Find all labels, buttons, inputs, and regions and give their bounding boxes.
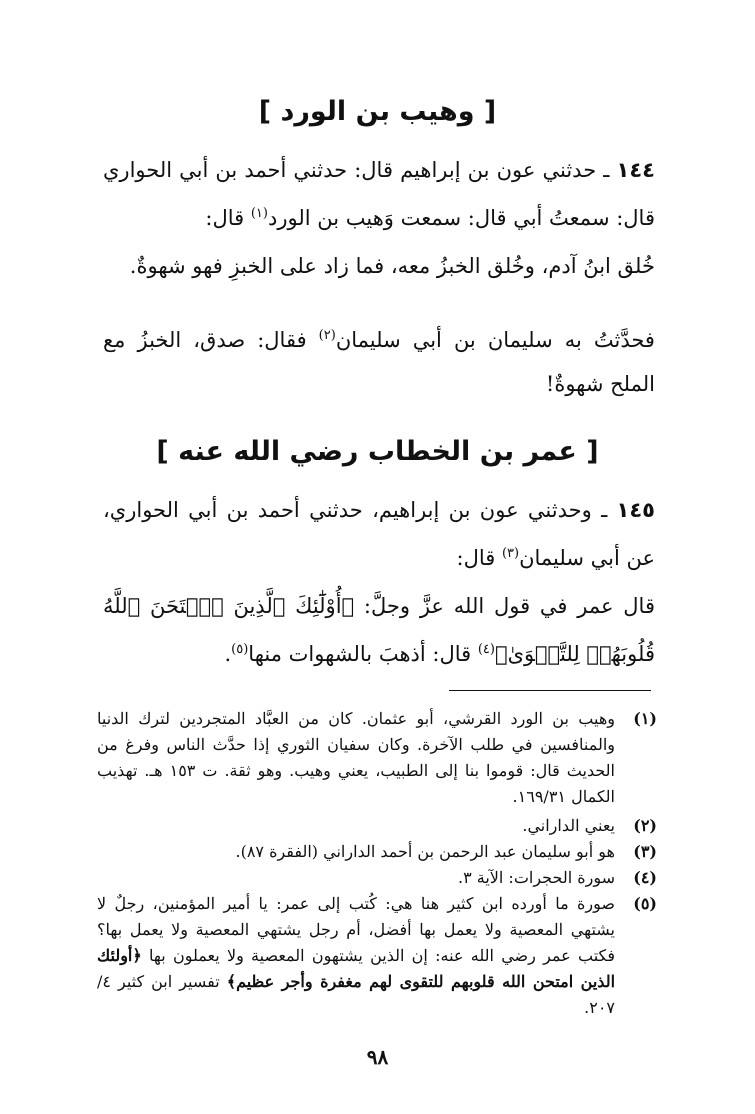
footnote-ref[interactable]: (٥) bbox=[231, 642, 249, 657]
footnote bbox=[97, 706, 657, 810]
entry-145-intro bbox=[103, 488, 655, 580]
entry-text: ـ حدثني عون بن إبراهيم قال: حدثني أحمد بن أبي الحواري قال: سمعتُ أبي قال: سمعت وَهيب بن الورد bbox=[103, 158, 655, 230]
entry-144-quote: خُلق ابنُ آدم، وخُلق الخبزُ معه، فما زاد على الخبزِ فهو شهوةٌ. bbox=[129, 254, 655, 278]
entry-144-intro bbox=[103, 148, 655, 240]
entry-145-quote bbox=[103, 584, 655, 676]
entry-number: ١٤٤ bbox=[616, 158, 655, 182]
entry-number: ١٤٥ bbox=[616, 498, 655, 522]
quote-text-mid: قال: أذهبَ بالشهوات منها bbox=[248, 642, 478, 666]
footnote bbox=[97, 865, 657, 891]
footnote-text-a: صورة ما أورده ابن كثير هنا هي: كُتب إلى عمر: يا أمير المؤمنين، رجلٌ لا يشتهي المعصية ولا يعمل بها أفضل، أم رجل يشتهي المعصية ولا يعمل بها؟ فكتب عمر رضي الله عنه: إن الذين يشتهون المعصية ولا يعملون بها bbox=[97, 894, 615, 965]
footnote-ref[interactable]: (١) bbox=[250, 206, 268, 221]
quote-text: قال عمر في قول الله عزَّ وجلَّ: ﴿أُوْلَٰٓئِكَ ٱلَّذِينَ ٱمۡتَحَنَ ٱللَّهُ قُلُوبَهُمۡ لِلتَّقۡوَىٰ﴾ bbox=[103, 594, 655, 666]
page-number: ٩٨ bbox=[366, 1045, 389, 1069]
footnote-number: (٢) bbox=[633, 816, 657, 835]
footnote-text: سورة الحجرات: الآية ٣. bbox=[457, 868, 615, 887]
footnote-ref[interactable]: (٣) bbox=[501, 546, 520, 561]
footnote-text-b: تفسير ابن كثير ٤/ ٢٠٧. bbox=[97, 972, 615, 1017]
entry-144-follow bbox=[103, 314, 655, 406]
footnote-text: هو أبو سليمان عبد الرحمن بن أحمد الداراني (الفقرة ٨٧). bbox=[235, 842, 615, 861]
entry-text-end: قال: bbox=[205, 206, 251, 230]
footnote-divider bbox=[449, 690, 651, 691]
footnote bbox=[97, 839, 657, 865]
follow-text-end: فقال: صدق، الخبزُ مع الملح شهوةٌ! bbox=[103, 328, 655, 396]
footnote bbox=[97, 813, 657, 839]
footnote-text bbox=[97, 891, 615, 1021]
footnote-text: يعني الداراني. bbox=[522, 816, 615, 835]
footnote-number: (٣) bbox=[633, 842, 657, 861]
entry-text-end: قال: bbox=[456, 546, 502, 570]
section-heading: [ وهيب بن الورد ] bbox=[258, 96, 497, 127]
footnote-ref[interactable]: (٤) bbox=[477, 642, 495, 657]
footnote bbox=[97, 891, 657, 1021]
entry-text: ـ وحدثني عون بن إبراهيم، حدثني أحمد بن أبي الحواري، عن أبي سليمان bbox=[103, 498, 655, 570]
footnote-text: وهيب بن الورد القرشي، أبو عثمان. كان من العبَّاد المتجردين لترك الدنيا والمنافسين في طلب الآخرة. وكان سفيان الثوري إذا حدَّث الناس وفرغ من الحديث قال: قوموا بنا إلى الطبيب، يعني وهيب. وهو ثقة. ت ١٥٣ هـ. تهذيب الكمال ١٦٩/٣١. bbox=[97, 709, 615, 806]
quran-verse: ﴿أولئك الذين امتحن الله قلوبهم للتقوى لهم مغفرة وأجر عظيم﴾ bbox=[97, 946, 616, 991]
follow-text: فحدَّثتُ به سليمان بن أبي سليمان bbox=[335, 328, 655, 352]
footnote-number: (١) bbox=[633, 709, 657, 728]
section-heading: [ عمر بن الخطاب رضي الله عنه ] bbox=[156, 436, 599, 467]
footnote-number: (٤) bbox=[633, 868, 657, 887]
footnote-ref[interactable]: (٢) bbox=[318, 328, 336, 343]
footnote-number: (٥) bbox=[633, 894, 657, 913]
quote-text-end: . bbox=[224, 642, 232, 666]
